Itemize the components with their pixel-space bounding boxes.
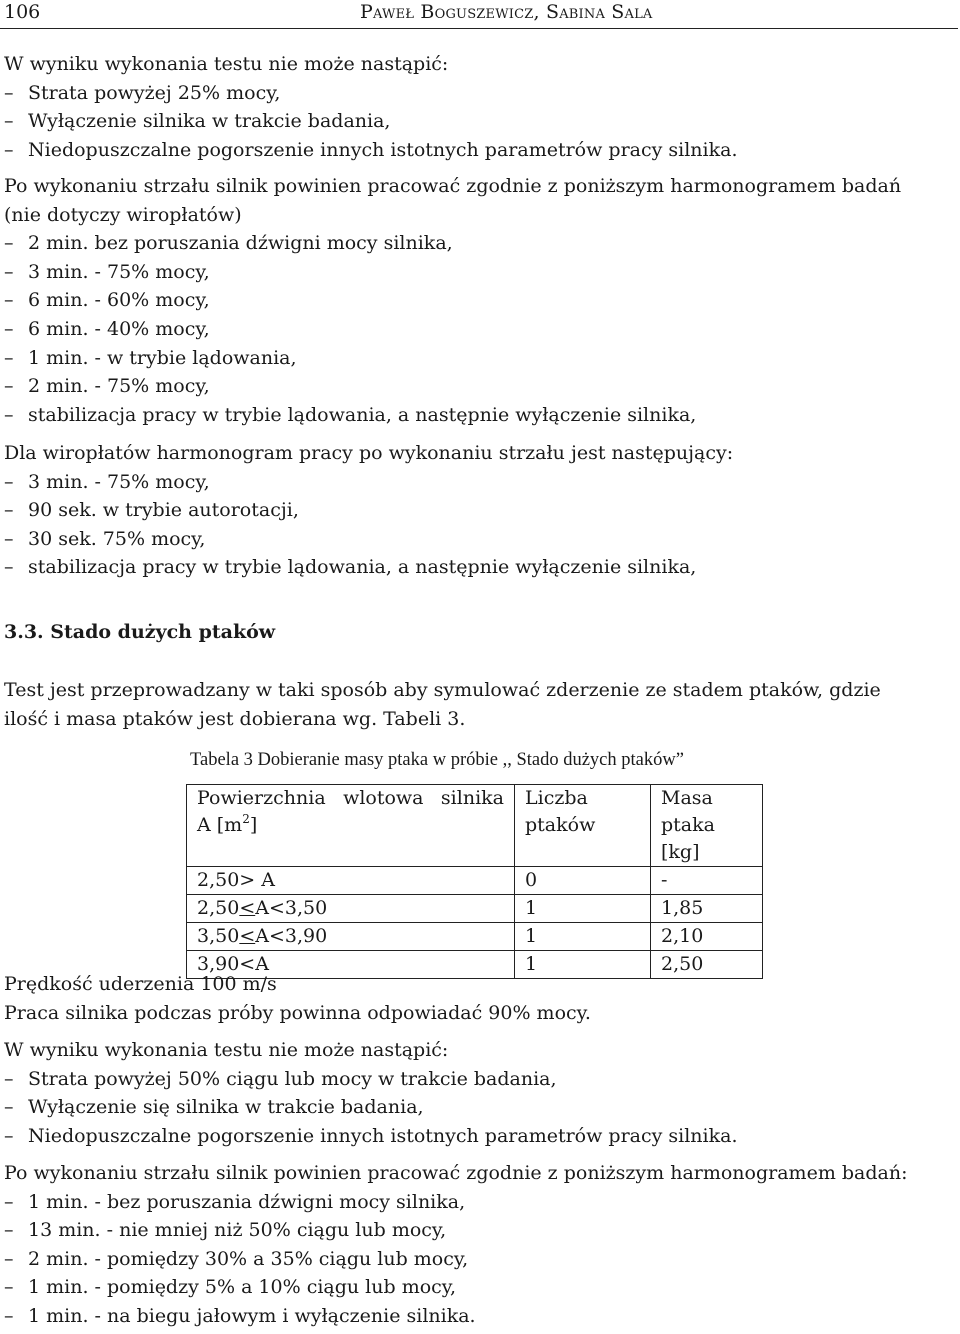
table-cell: 1 (515, 923, 651, 951)
paragraph: Prędkość uderzenia 100 m/s (4, 973, 277, 995)
list-item: – stabilizacja pracy w trybie lądowania, a następnie wyłączenie silnika, (4, 403, 697, 426)
list-item: – 13 min. - nie mniej niż 50% ciągu lub mocy, (4, 1219, 447, 1242)
section-2-schedule (4, 1159, 956, 1331)
table-cell: 2,50<A<3,50 (187, 895, 515, 923)
table-row (187, 895, 763, 923)
list-item: – Strata powyżej 25% mocy, (4, 81, 281, 104)
paragraph: Test jest przeprowadzany w taki sposób aby symulować zderzenie ze stadem ptaków, gdzie (4, 679, 881, 701)
table-header-cell: Liczba ptaków (515, 785, 651, 867)
table-cell: 3,50<A<3,90 (187, 923, 515, 951)
running-header-authors: Paweł Boguszewicz, Sabina Sala (360, 1, 653, 23)
list-item: – 3 min. - 75% mocy, (4, 470, 210, 493)
section-2-failures (4, 1036, 956, 1150)
list-item: – 2 min. - 75% mocy, (4, 375, 210, 398)
table-cell: 1 (515, 895, 651, 923)
table-header-cell: Powierzchnia wlotowa silnika A $[m^2]$ (187, 785, 515, 867)
list-item: – 1 min. - na biegu jałowym i wyłączenie silnika. (4, 1304, 476, 1327)
list-item: – 30 sek. 75% mocy, (4, 527, 206, 550)
table-cell: 3,90<A (187, 951, 515, 979)
section-2-intro (4, 676, 956, 733)
list-item: – 90 sek. w trybie autorotacji, (4, 499, 299, 522)
table-cell: 0 (515, 867, 651, 895)
list-item: – Niedopuszczalne pogorszenie innych istotnych parametrów pracy silnika. (4, 138, 738, 161)
paragraph: Po wykonaniu strzału silnik powinien pracować zgodnie z poniższym harmonogramem badań (4, 175, 902, 197)
list-item: – 3 min. - 75% mocy, (4, 260, 210, 283)
list-item: – Niedopuszczalne pogorszenie innych istotnych parametrów pracy silnika. (4, 1124, 738, 1147)
list-item: – 2 min. - pomiędzy 30% a 35% ciągu lub mocy, (4, 1247, 469, 1270)
page-number: 106 (4, 1, 41, 23)
table-cell: 2,50> A (187, 867, 515, 895)
bird-mass-table (186, 784, 763, 979)
list-item: – 6 min. - 40% mocy, (4, 317, 210, 340)
section-1-schedule (4, 172, 956, 429)
section-heading: 3.3. Stado dużych ptaków (4, 621, 276, 643)
paragraph: ilość i masa ptaków jest dobierana wg. Tabeli 3. (4, 707, 466, 730)
table-cell: 2,50 (651, 951, 763, 979)
list-item: – Wyłączenie silnika w trakcie badania, (4, 110, 391, 133)
table-row (187, 867, 763, 895)
list-item: – 1 min. - w trybie lądowania, (4, 346, 297, 369)
table-row (187, 923, 763, 951)
list-item: – Strata powyżej 50% ciągu lub mocy w trakcie badania, (4, 1067, 557, 1090)
rotorcraft-schedule (4, 439, 956, 582)
table-caption: Tabela 3 Dobieranie masy ptaka w próbie ,, Stado dużych ptaków” (190, 750, 684, 770)
paragraph: Po wykonaniu strzału silnik powinien pracować zgodnie z poniższym harmonogramem badań: (4, 1162, 908, 1184)
table-header-row (187, 785, 763, 867)
table-cell: - (651, 867, 763, 895)
list-item: – 1 min. - bez poruszania dźwigni mocy silnika, (4, 1190, 466, 1213)
list-item: – 6 min. - 60% mocy, (4, 289, 210, 312)
section-2-test-conditions (4, 970, 956, 1027)
list-item: – 1 min. - pomiędzy 5% a 10% ciągu lub mocy, (4, 1276, 457, 1299)
section-1 (4, 50, 956, 164)
paragraph: Dla wiropłatów harmonogram pracy po wykonaniu strzału jest następujący: (4, 442, 734, 464)
table-header-cell: Masa ptaka [kg] (651, 785, 763, 867)
list-item: – Wyłączenie się silnika w trakcie badania, (4, 1096, 424, 1119)
paragraph: (nie dotyczy wiropłatów) (4, 203, 242, 226)
list-item: – stabilizacja pracy w trybie lądowania, a następnie wyłączenie silnika, (4, 556, 697, 579)
table-cell: 2,10 (651, 923, 763, 951)
list-item: – 2 min. bez poruszania dźwigni mocy silnika, (4, 232, 453, 255)
table-cell: 1 (515, 951, 651, 979)
paragraph: Praca silnika podczas próby powinna odpowiadać 90% mocy. (4, 1001, 591, 1024)
running-header (0, 0, 958, 29)
paragraph: W wyniku wykonania testu nie może nastąpić: (4, 1039, 449, 1061)
paragraph: W wyniku wykonania testu nie może nastąpić: (4, 53, 449, 75)
table-cell: 1,85 (651, 895, 763, 923)
